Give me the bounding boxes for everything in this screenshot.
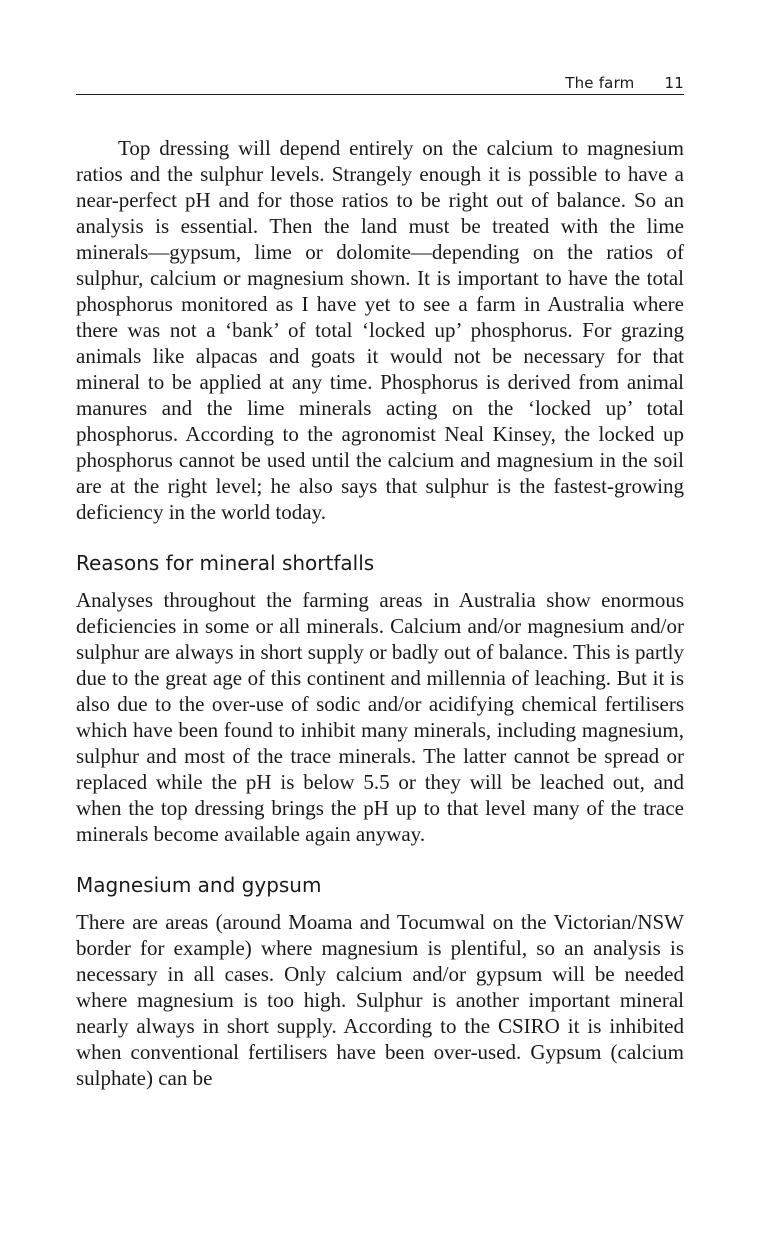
paragraph-top-dressing: Top dressing will depend entirely on the calcium to magnesium ratios and the sulphur levels. Strangely enough it is possible to have a near-perfect pH and for those ratios to be right out of balance. So an analysis is essential. Then the land must be treated with the lime minerals—gypsum, lime or dolomite—depending on the ratios of sulphur, calcium or magnesium shown. It is important to have the total phosphorus monitored as I have yet to see a farm in Australia where there was not a ‘bank’ of total ‘locked up’ phosphorus. For grazing animals like alpacas and goats it would not be necessary for that mineral to be applied at any time. Phosphorus is derived from animal manures and the lime minerals acting on the ‘locked up’ total phosphorus. According to the agronomist Neal Kinsey, the locked up phosphorus cannot be used until the calcium and magnesium in the soil are at the right level; he also says that sulphur is the fastest-growing deficiency in the world today. bbox=[76, 136, 684, 524]
book-page bbox=[76, 74, 684, 1091]
section-title: The farm bbox=[565, 74, 635, 92]
running-header bbox=[76, 74, 684, 95]
heading-magnesium-and-gypsum: Magnesium and gypsum bbox=[76, 873, 322, 897]
paragraph-analyses: Analyses throughout the farming areas in Australia show enormous deficiencies in some or all minerals. Calcium and/or magnesium and/or sulphur are always in short supply or badly out of balance. This is partly due to the great age of this continent and millennia of leaching. But it is also due to the over-use of sodic and/or acidifying chemical fertilisers which have been found to inhibit many minerals, including magnesium, sulphur and most of the trace minerals. The latter cannot be spread or replaced while the pH is below 5.5 or they will be leached out, and when the top dressing brings the pH up to that level many of the trace minerals become available again anyway. bbox=[76, 588, 684, 846]
body-text bbox=[76, 135, 684, 1091]
page-number: 11 bbox=[664, 74, 684, 92]
paragraph-magnesium-areas: There are areas (around Moama and Tocumwal on the Victorian/NSW border for example) where magnesium is plentiful, so an analysis is necessary in all cases. Only calcium and/or gypsum will be needed where magnesium is too high. Sulphur is another important mineral nearly always in short supply. According to the CSIRO it is inhibited when conventional fertilisers have been over-used. Gypsum (calcium sulphate) can be bbox=[76, 910, 684, 1090]
heading-reasons-for-mineral-shortfalls: Reasons for mineral shortfalls bbox=[76, 551, 375, 575]
